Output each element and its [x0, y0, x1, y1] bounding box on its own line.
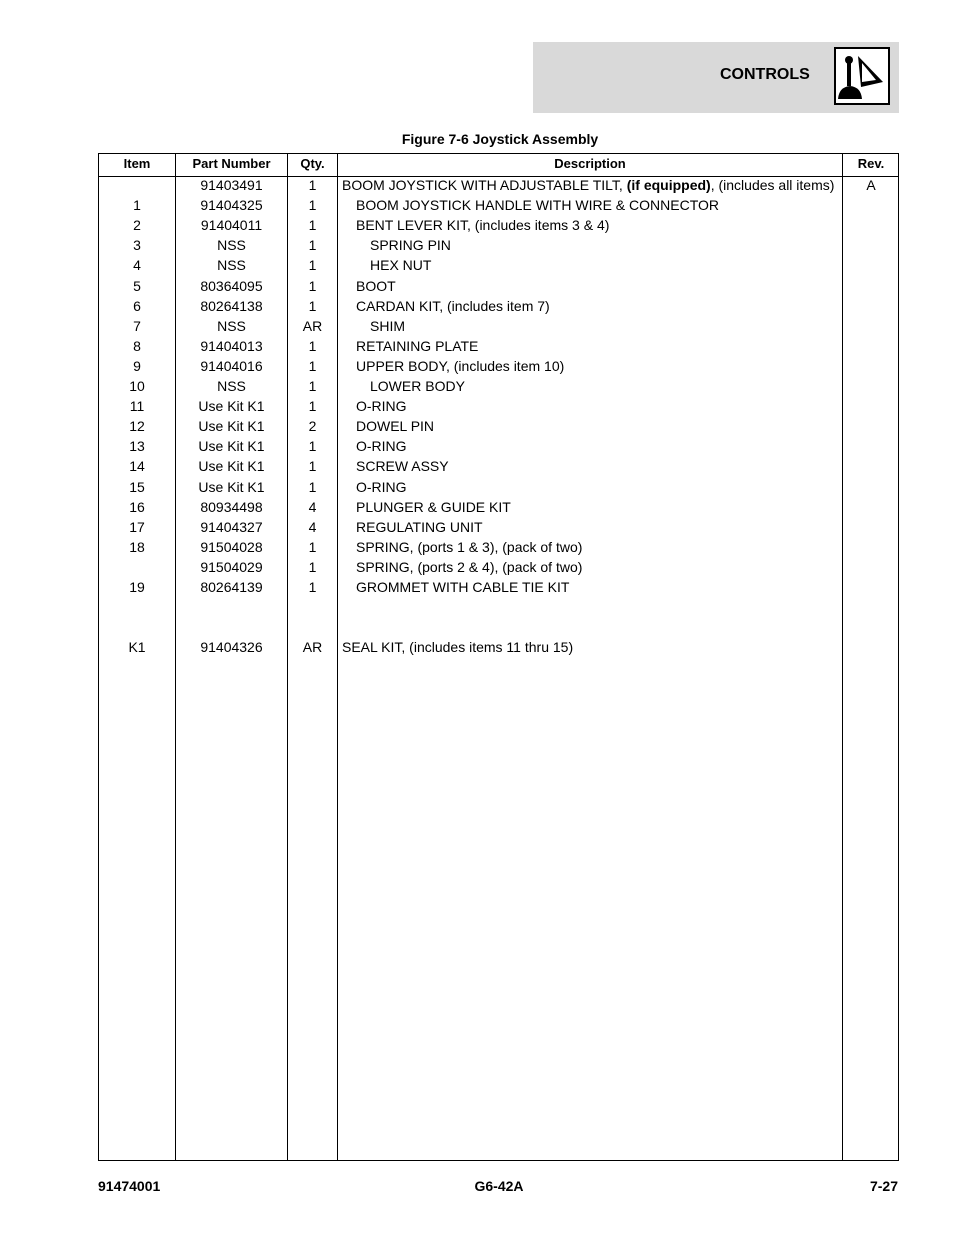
- description: SEAL KIT, (includes items 11 thru 15): [342, 639, 574, 656]
- description: O-RING: [356, 478, 407, 495]
- joystick-icon: [834, 47, 890, 105]
- quantity: AR: [302, 639, 323, 656]
- part-number: NSS: [217, 237, 246, 254]
- column-header-qty: Qty.: [300, 156, 325, 171]
- description: O-RING: [356, 398, 407, 415]
- table-row: [99, 477, 898, 497]
- description: BENT LEVER KIT, (includes items 3 & 4): [356, 217, 610, 234]
- item-number: 17: [129, 518, 145, 535]
- item-number: 8: [133, 337, 141, 354]
- part-number: NSS: [217, 317, 246, 334]
- part-number: 91403491: [200, 177, 263, 193]
- quantity: 1: [308, 197, 317, 214]
- table-row: [99, 296, 898, 316]
- quantity: 1: [308, 558, 317, 575]
- description: SHIM: [370, 317, 405, 334]
- description-text: , (includes all items): [710, 177, 835, 193]
- item-number: 4: [133, 257, 141, 274]
- table-row: [99, 557, 898, 577]
- part-number: Use Kit K1: [198, 418, 265, 435]
- quantity: AR: [302, 317, 323, 334]
- quantity: 1: [308, 177, 317, 193]
- part-number: 80264138: [200, 297, 263, 314]
- description: DOWEL PIN: [356, 418, 435, 435]
- description: RETAINING PLATE: [356, 337, 479, 354]
- table-row: [99, 517, 898, 537]
- part-number: 80364095: [200, 277, 263, 294]
- part-number: 91504029: [200, 558, 263, 575]
- quantity: 1: [308, 217, 317, 234]
- description: SPRING, (ports 2 & 4), (pack of two): [356, 558, 583, 575]
- description: GROMMET WITH CABLE TIE KIT: [356, 579, 570, 595]
- part-number: Use Kit K1: [198, 478, 265, 495]
- table-row: [99, 577, 898, 597]
- item-number: 10: [129, 378, 145, 394]
- item-number: 11: [129, 398, 145, 415]
- figure-title: Figure 7-6 Joystick Assembly: [401, 131, 599, 147]
- table-row: [99, 195, 898, 215]
- part-number: Use Kit K1: [198, 438, 265, 455]
- item-number: 14: [129, 458, 145, 475]
- description-emphasis: (if equipped): [626, 177, 711, 193]
- quantity: 4: [308, 498, 317, 515]
- table-row: [99, 617, 898, 637]
- part-number: 91404011: [200, 217, 263, 234]
- item-number: 6: [133, 297, 141, 314]
- table-row: [99, 255, 898, 275]
- part-number: Use Kit K1: [198, 458, 265, 475]
- table-row: [99, 276, 898, 296]
- table-row: [99, 396, 898, 416]
- item-number: 18: [129, 538, 145, 555]
- part-number: 91404016: [200, 357, 263, 374]
- part-number: 91404326: [200, 639, 263, 656]
- quantity: 1: [308, 458, 317, 475]
- description: SPRING, (ports 1 & 3), (pack of two): [356, 538, 583, 555]
- quantity: 1: [308, 237, 317, 254]
- quantity: 1: [308, 337, 317, 354]
- item-number: 7: [133, 317, 141, 334]
- table-row: [99, 416, 898, 436]
- quantity: 1: [308, 538, 317, 555]
- quantity: 1: [308, 378, 317, 394]
- item-number: 3: [133, 237, 141, 254]
- item-number: 19: [129, 579, 145, 595]
- description: REGULATING UNIT: [356, 518, 483, 535]
- part-number: 91404325: [200, 197, 263, 214]
- description: [342, 175, 842, 195]
- item-number: 16: [129, 498, 145, 515]
- part-number: NSS: [217, 257, 246, 274]
- part-number: 91404013: [200, 337, 263, 354]
- description: SPRING PIN: [370, 237, 451, 254]
- description: CARDAN KIT, (includes item 7): [356, 297, 550, 314]
- column-header-rev: Rev.: [857, 156, 885, 171]
- item-number: 5: [133, 277, 141, 294]
- quantity: 1: [308, 257, 317, 274]
- table-row: [99, 597, 898, 617]
- quantity: 1: [308, 297, 317, 314]
- table-row: [99, 235, 898, 255]
- table-row: [99, 537, 898, 557]
- table-row: [99, 456, 898, 476]
- quantity: 1: [308, 579, 317, 595]
- footer-document-number: 91474001: [98, 1178, 161, 1194]
- quantity: 1: [308, 357, 317, 374]
- description: HEX NUT: [370, 257, 432, 274]
- quantity: 1: [308, 438, 317, 455]
- item-number: 9: [133, 357, 141, 374]
- table-row: [99, 175, 898, 195]
- description: LOWER BODY: [370, 378, 465, 394]
- revision: A: [866, 177, 876, 193]
- item-number: 2: [133, 217, 141, 234]
- table-row: [99, 356, 898, 376]
- quantity: 2: [308, 418, 317, 435]
- parts-table: [98, 153, 899, 1161]
- part-number: 80934498: [200, 498, 263, 515]
- description: BOOM JOYSTICK HANDLE WITH WIRE & CONNECTOR: [356, 197, 719, 214]
- part-number: 91504028: [200, 538, 263, 555]
- table-row: [99, 376, 898, 396]
- table-row: [99, 497, 898, 517]
- item-number: 15: [129, 478, 145, 495]
- footer-model: G6-42A: [474, 1178, 524, 1194]
- section-title: CONTROLS: [720, 66, 810, 83]
- description: BOOT: [356, 277, 396, 294]
- table-row: [99, 316, 898, 336]
- description: O-RING: [356, 438, 407, 455]
- table-row: [99, 637, 898, 657]
- table-row: [99, 436, 898, 456]
- column-header-description: Description: [554, 156, 626, 171]
- column-header-item: Item: [123, 156, 151, 171]
- item-number: 13: [129, 438, 145, 455]
- part-number: 80264139: [200, 579, 263, 595]
- table-row: [99, 215, 898, 235]
- table-row: [99, 336, 898, 356]
- quantity: 1: [308, 277, 317, 294]
- item-number: K1: [128, 639, 146, 656]
- part-number: 91404327: [200, 518, 263, 535]
- description-text: BOOM JOYSTICK WITH ADJUSTABLE TILT,: [342, 177, 627, 193]
- description: PLUNGER & GUIDE KIT: [356, 498, 511, 515]
- column-header-part-number: Part Number: [192, 156, 271, 171]
- quantity: 4: [308, 518, 317, 535]
- quantity: 1: [308, 398, 317, 415]
- quantity: 1: [308, 478, 317, 495]
- part-number: Use Kit K1: [198, 398, 265, 415]
- description: SCREW ASSY: [356, 458, 449, 475]
- item-number: 1: [133, 197, 141, 214]
- footer-page-number: 7-27: [869, 1178, 898, 1194]
- part-number: NSS: [217, 378, 246, 394]
- description: UPPER BODY, (includes item 10): [356, 357, 565, 374]
- item-number: 12: [129, 418, 145, 435]
